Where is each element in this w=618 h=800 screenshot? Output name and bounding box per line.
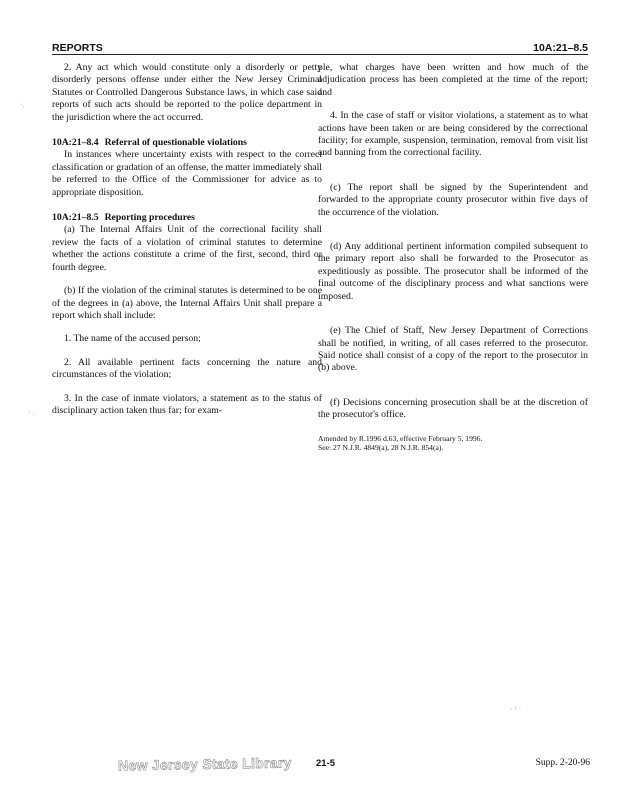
- paragraph-e: (e) The Chief of Staff, New Jersey Department of Corrections shall be notified, in writing, of all cases referred to the prosecutor. Said notice shall consist of a copy of the report to the prosecutor in (b) above.: [318, 325, 588, 374]
- page-number: 21-5: [316, 758, 336, 769]
- amendment-note-1: Amended by R.1996 d.63, effective February 5, 1996.: [318, 433, 483, 443]
- paragraph-8-5-a: (a) The Internal Affairs Unit of the correctional facility shall review the facts of a violation of criminal statutes to determine whether the actions constitute a crime of the first, second, third or fourth degree.: [52, 224, 322, 273]
- section-title: Referral of questionable violations: [104, 137, 247, 149]
- paragraph-d: (d) Any additional pertinent information compiled subsequent to the primary report also shall be forwarded to the Prosecutor as expeditiously as possible. The prosecutor shall be informed of the final outcome of the disciplinary process and what sanctions were imposed.: [318, 241, 588, 302]
- paragraph-c: (c) The report shall be signed by the Superintendent and forwarded to the appropriate county prosecutor within five days of the occurrence of the violation.: [318, 181, 588, 218]
- paragraph-f: (f) Decisions concerning prosecution shall be at the discretion of the prosecutor's office.: [318, 396, 588, 421]
- paragraph-b-1: 1. The name of the accused person;: [64, 333, 201, 345]
- library-stamp: New Jersey State Library: [117, 754, 292, 774]
- section-number: 10A:21–8.4: [52, 137, 99, 149]
- paragraph-item-2: 2. Any act which would constitute only a disorderly or petty disorderly persons offense under either the New Jersey Criminal Statutes or Controlled Dangerous Substance laws, in which case said reports of such acts should be reported to the police department in the jurisdiction where the act occurred.: [52, 62, 322, 123]
- scan-speck: ·.: [20, 100, 25, 109]
- section-heading-8-5: [52, 212, 322, 224]
- section-title: Reporting procedures: [104, 212, 195, 224]
- running-header: [52, 38, 588, 54]
- paragraph-8-5-b: (b) If the violation of the criminal statutes is determined to be one of the degrees in (a) above, the Internal Affairs Unit shall prepare a report which shall include:: [52, 285, 322, 321]
- left-column: [52, 62, 322, 417]
- supplement-date: Supp. 2-20-96: [535, 758, 590, 768]
- header-section-title: REPORTS: [52, 42, 103, 54]
- paragraph-b-3: 3. In the case of inmate violators, a statement as to the status of disciplinary action taken thus far; for exam-: [52, 392, 322, 416]
- paragraph-b-2: 2. All available pertinent facts concerning the nature and circumstances of the violation;: [52, 356, 322, 381]
- section-number: 10A:21–8.5: [52, 212, 99, 224]
- paragraph-8-4: In instances where uncertainty exists with respect to the correct classification or gradation of an offense, the matter immediately shall be referred to the Office of the Commissioner for advice as to appropriate disposition.: [52, 149, 322, 198]
- header-section-number: 10A:21–8.5: [533, 42, 588, 54]
- amendment-note-2: See: 27 N.J.R. 4849(a), 28 N.J.R. 854(a).: [318, 443, 444, 453]
- scan-speck: · ⁾ ·: [510, 705, 522, 714]
- paragraph-b-3-continued: ple, what charges have been written and how much of the adjudication process has been completed at the time of the report; and: [318, 62, 588, 98]
- header-rule: [52, 54, 588, 55]
- page-footer: [0, 756, 618, 776]
- right-column: [318, 62, 588, 453]
- paragraph-b-4: 4. In the case of staff or visitor violations, a statement as to what actions have been taken or are being considered by the correctional facility; for example, suspension, termination, removal from visit list and banning from the correctional facility.: [318, 110, 588, 159]
- section-heading-8-4: [52, 137, 322, 149]
- scan-speck: · .: [28, 408, 35, 417]
